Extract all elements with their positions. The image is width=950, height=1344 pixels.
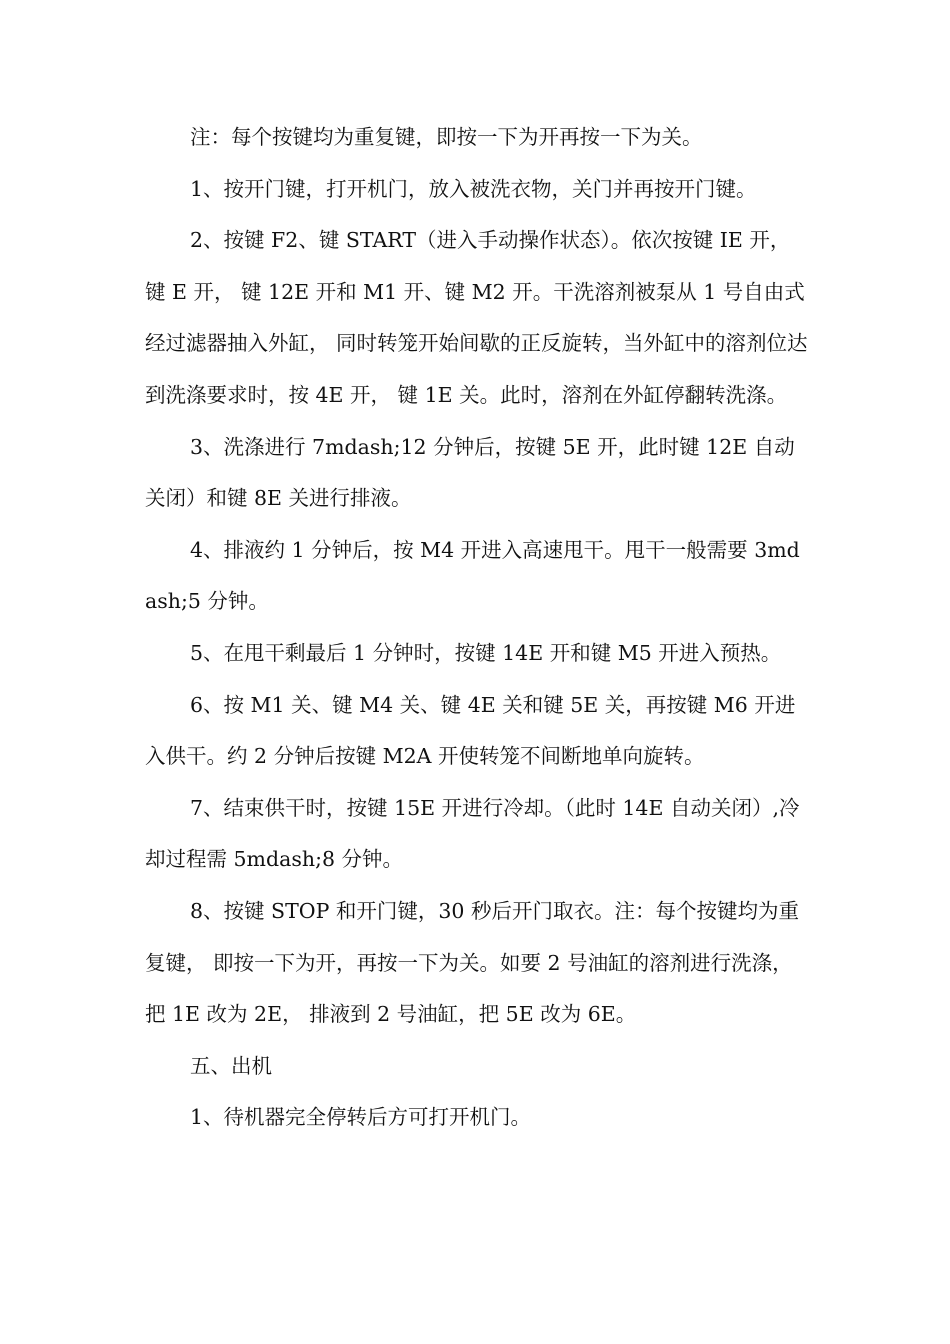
section-heading: 五、出机 (190, 1053, 272, 1078)
step-3-paragraph: 3、洗涤进行 7mdash;12 分钟后，按键 5E 开，此时键 12E 自动关闭）和键 8E 关进行排液。 (145, 434, 795, 511)
step-7-paragraph: 7、结束供干时，按键 15E 开进行冷却。（此时 14E 自动关闭）,冷却过程需 5mdash;8 分钟。 (145, 795, 800, 872)
note-paragraph: 注：每个按键均为重复键，即按一下为开再按一下为关。 (190, 125, 703, 149)
step-1-paragraph: 1、按开门键，打开机门，放入被洗衣物，关门并再按开门键。 (190, 176, 757, 201)
step-5-paragraph: 5、在甩干剩最后 1 分钟时，按键 14E 开和键 M5 开进入预热。 (190, 640, 782, 665)
exit-step-1-paragraph: 1、待机器完全停转后方可打开机门。 (190, 1105, 532, 1130)
step-6-paragraph: 6、按 M1 关、键 M4 关、键 4E 关和键 5E 关，再按键 M6 开进入供干。约 2 分钟后按键 M2A 开使转笼不间断地单向旋转。 (145, 692, 796, 769)
step-8-paragraph: 8、按键 STOP 和开门键，30 秒后开门取衣。注：每个按键均为重复键， 即按一下为开，再按一下为关。如要 2 号油缸的溶剂进行洗涤，把 1E 改为 2E， 排液到 2 号油缸，把 5E 改为 6E。 (145, 898, 799, 1027)
document-body (145, 112, 810, 1144)
step-4-paragraph: 4、排液约 1 分钟后，按 M4 开进入高速甩干。甩干一般需要 3mdash;5 分钟。 (145, 537, 800, 614)
step-2-paragraph: 2、按键 F2、键 START（进入手动操作状态）。依次按键 IE 开，键 E 开， 键 12E 开和 M1 开、键 M2 开。干洗溶剂被泵从 1 号自由式经过滤器抽入外缸， 同时转笼开始间歇的正反旋转，当外缸中的溶剂位达到洗涤要求时，按 4E 开， 键 1E 关。此时，溶剂在外缸停翻转洗涤。 (145, 228, 808, 407)
